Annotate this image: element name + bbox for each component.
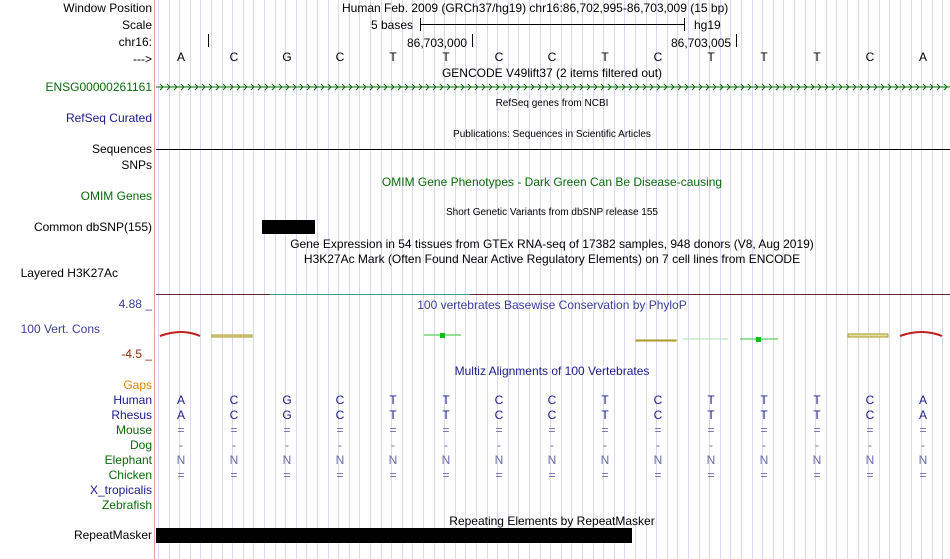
- alignment-base: C: [229, 393, 239, 407]
- alignment-base: N: [918, 453, 928, 467]
- alignment-base: =: [283, 423, 291, 437]
- alignment-base: N: [812, 453, 822, 467]
- reference-base: T: [707, 50, 715, 64]
- alignment-base: =: [866, 423, 874, 437]
- alignment-base: =: [548, 423, 556, 437]
- alignment-base: =: [336, 423, 344, 437]
- reference-base: C: [229, 50, 239, 64]
- alignment-base: N: [600, 453, 610, 467]
- reference-base: T: [813, 50, 821, 64]
- alignment-base: A: [176, 408, 186, 422]
- alignment-base: =: [707, 423, 715, 437]
- alignment-base: =: [548, 468, 556, 482]
- alignment-base: N: [388, 453, 398, 467]
- phylop-max-label: 4.88 _: [118, 297, 152, 311]
- ruler-tick-2: [736, 34, 737, 47]
- h3k27ac-track-title: H3K27Ac Mark (Often Found Near Active Regulatory Elements) on 7 cell lines from ENCODE: [303, 252, 801, 266]
- scale-label: Scale: [121, 18, 152, 32]
- species-x-tropicalis: X_tropicalis: [89, 483, 152, 497]
- alignment-base: -: [921, 438, 925, 452]
- alignment-base: T: [760, 408, 768, 422]
- alignment-base: =: [707, 468, 715, 482]
- alignment-base: -: [762, 438, 766, 452]
- label-separator: [154, 0, 155, 559]
- alignment-base: T: [707, 393, 715, 407]
- repeatmasker-feature[interactable]: [156, 528, 632, 543]
- refseq-label[interactable]: RefSeq Curated: [65, 111, 152, 125]
- alignment-base: C: [547, 393, 557, 407]
- scale-text: 5 bases: [371, 18, 414, 32]
- repeatmasker-track-title: Repeating Elements by RepeatMasker: [449, 514, 655, 528]
- alignment-base: =: [442, 468, 450, 482]
- alignment-base: C: [494, 393, 504, 407]
- reference-base: C: [653, 50, 663, 64]
- alignment-base: -: [338, 438, 342, 452]
- alignment-base: A: [918, 393, 928, 407]
- reference-base: A: [176, 50, 186, 64]
- alignment-base: C: [335, 408, 345, 422]
- species-elephant: Elephant: [104, 453, 152, 467]
- alignment-base: T: [813, 408, 821, 422]
- alignment-base: T: [707, 408, 715, 422]
- dbsnp-variant-feature[interactable]: [262, 220, 315, 234]
- refseq-track-title: RefSeq genes from NCBI: [495, 98, 609, 109]
- alignment-base: =: [177, 423, 185, 437]
- alignment-base: =: [442, 423, 450, 437]
- track-label-column: [0, 0, 154, 559]
- alignment-base: C: [335, 393, 345, 407]
- alignment-base: -: [603, 438, 607, 452]
- alignment-base: =: [813, 423, 821, 437]
- sequences-label[interactable]: Sequences: [91, 142, 152, 156]
- alignment-base: =: [389, 423, 397, 437]
- alignment-base: G: [282, 408, 292, 422]
- alignment-base: N: [759, 453, 769, 467]
- alignment-base: -: [179, 438, 183, 452]
- phylop-track-title: 100 vertebrates Basewise Conservation by PhyloP: [417, 298, 687, 312]
- species-chicken: Chicken: [108, 468, 152, 482]
- ruler-tick-left: [208, 34, 209, 47]
- scale-bar-left-tick: [420, 18, 421, 31]
- repeatmasker-label[interactable]: RepeatMasker: [73, 528, 152, 542]
- alignment-base: T: [813, 393, 821, 407]
- gencode-gene-feature[interactable]: [156, 82, 950, 92]
- gencode-track-title: GENCODE V49lift37 (2 items filtered out): [441, 66, 663, 80]
- sequences-line: [156, 149, 950, 150]
- alignment-base: -: [868, 438, 872, 452]
- alignment-base: N: [229, 453, 239, 467]
- chrom-label: chr16:: [118, 35, 152, 49]
- alignment-base: N: [494, 453, 504, 467]
- alignment-base: C: [865, 408, 875, 422]
- alignment-base: N: [176, 453, 186, 467]
- reference-base: C: [335, 50, 345, 64]
- alignment-base: =: [230, 423, 238, 437]
- h3k27ac-signal: [270, 294, 470, 295]
- alignment-base: N: [282, 453, 292, 467]
- alignment-base: N: [653, 453, 663, 467]
- alignment-base: =: [866, 468, 874, 482]
- species-mouse: Mouse: [115, 423, 152, 437]
- species-human: Human: [113, 393, 152, 407]
- reference-base: T: [601, 50, 609, 64]
- reference-base: C: [494, 50, 504, 64]
- reference-base: A: [918, 50, 928, 64]
- alignment-base: A: [176, 393, 186, 407]
- alignment-base: =: [919, 468, 927, 482]
- alignment-base: C: [653, 408, 663, 422]
- alignment-base: -: [497, 438, 501, 452]
- alignment-base: N: [335, 453, 345, 467]
- ruler-tick-1: [472, 34, 473, 47]
- species-rhesus: Rhesus: [111, 408, 152, 422]
- alignment-base: -: [709, 438, 713, 452]
- alignment-base: =: [654, 423, 662, 437]
- alignment-base: T: [442, 393, 450, 407]
- alignment-base: -: [550, 438, 554, 452]
- alignment-base: -: [444, 438, 448, 452]
- species-dog: Dog: [129, 438, 152, 452]
- alignment-base: T: [442, 408, 450, 422]
- alignment-base: -: [656, 438, 660, 452]
- gencode-gene-label[interactable]: ENSG00000261161: [45, 80, 152, 94]
- alignment-base: =: [919, 423, 927, 437]
- reference-base: C: [547, 50, 557, 64]
- gtex-track-title: Gene Expression in 54 tissues from GTEx RNA-seq of 17382 samples, 948 donors (V8, Aug 2019): [290, 237, 814, 251]
- reference-base: C: [865, 50, 875, 64]
- alignment-base: A: [918, 408, 928, 422]
- ruler-coord-2: 86,703,005: [671, 36, 732, 50]
- alignment-base: =: [760, 423, 768, 437]
- alignment-base: N: [441, 453, 451, 467]
- alignment-base: -: [815, 438, 819, 452]
- window-position-value: Human Feb. 2009 (GRCh37/hg19) chr16:86,702,995-86,703,009 (15 bp): [342, 1, 729, 15]
- alignment-base: =: [760, 468, 768, 482]
- alignment-base: T: [389, 393, 397, 407]
- alignment-base: T: [760, 393, 768, 407]
- alignment-base: G: [282, 393, 292, 407]
- alignment-base: C: [865, 393, 875, 407]
- alignment-base: N: [865, 453, 875, 467]
- strand-label: --->: [133, 52, 152, 66]
- phylop-min-label: -4.5 _: [121, 347, 152, 361]
- scale-bar-right-tick: [684, 18, 685, 31]
- reference-base: T: [760, 50, 768, 64]
- alignment-base: =: [389, 468, 397, 482]
- alignment-base: =: [495, 423, 503, 437]
- alignment-base: T: [601, 408, 609, 422]
- alignment-base: -: [285, 438, 289, 452]
- alignment-base: =: [336, 468, 344, 482]
- species-zebrafish: Zebrafish: [101, 498, 152, 512]
- scale-bar-line: [420, 24, 685, 25]
- publications-track-title: Publications: Sequences in Scientific Articles: [453, 129, 651, 140]
- dbsnp-track-title: Short Genetic Variants from dbSNP release 155: [446, 207, 658, 218]
- alignment-base: N: [547, 453, 557, 467]
- alignment-base: C: [653, 393, 663, 407]
- alignment-base: =: [813, 468, 821, 482]
- alignment-base: -: [391, 438, 395, 452]
- gaps-label: Gaps: [123, 378, 152, 392]
- alignment-base: C: [547, 408, 557, 422]
- alignment-base: =: [230, 468, 238, 482]
- alignment-base: -: [232, 438, 236, 452]
- omim-label[interactable]: OMIM Genes: [80, 189, 152, 203]
- reference-base: T: [389, 50, 397, 64]
- reference-base: T: [442, 50, 450, 64]
- phylop-label[interactable]: 100 Vert. Cons: [20, 322, 100, 336]
- h3k27ac-label[interactable]: Layered H3K27Ac: [20, 266, 118, 280]
- alignment-base: =: [177, 468, 185, 482]
- alignment-base: =: [654, 468, 662, 482]
- ruler-coord-1: 86,703,000: [407, 36, 468, 50]
- omim-track-title: OMIM Gene Phenotypes - Dark Green Can Be Disease-causing: [381, 175, 723, 189]
- alignment-base: C: [229, 408, 239, 422]
- reference-base: G: [282, 50, 292, 64]
- window-position-label: Window Position: [63, 1, 152, 15]
- alignment-base: C: [494, 408, 504, 422]
- dbsnp-label[interactable]: Common dbSNP(155): [33, 220, 152, 234]
- alignment-base: T: [601, 393, 609, 407]
- alignment-base: T: [389, 408, 397, 422]
- scale-assembly: hg19: [694, 18, 721, 32]
- snps-label[interactable]: SNPs: [121, 158, 152, 172]
- phylop-signal[interactable]: [156, 326, 950, 346]
- alignment-base: =: [283, 468, 291, 482]
- alignment-base: =: [601, 468, 609, 482]
- alignment-base: =: [495, 468, 503, 482]
- alignment-base: =: [601, 423, 609, 437]
- multiz-track-title: Multiz Alignments of 100 Vertebrates: [454, 364, 650, 378]
- alignment-base: N: [706, 453, 716, 467]
